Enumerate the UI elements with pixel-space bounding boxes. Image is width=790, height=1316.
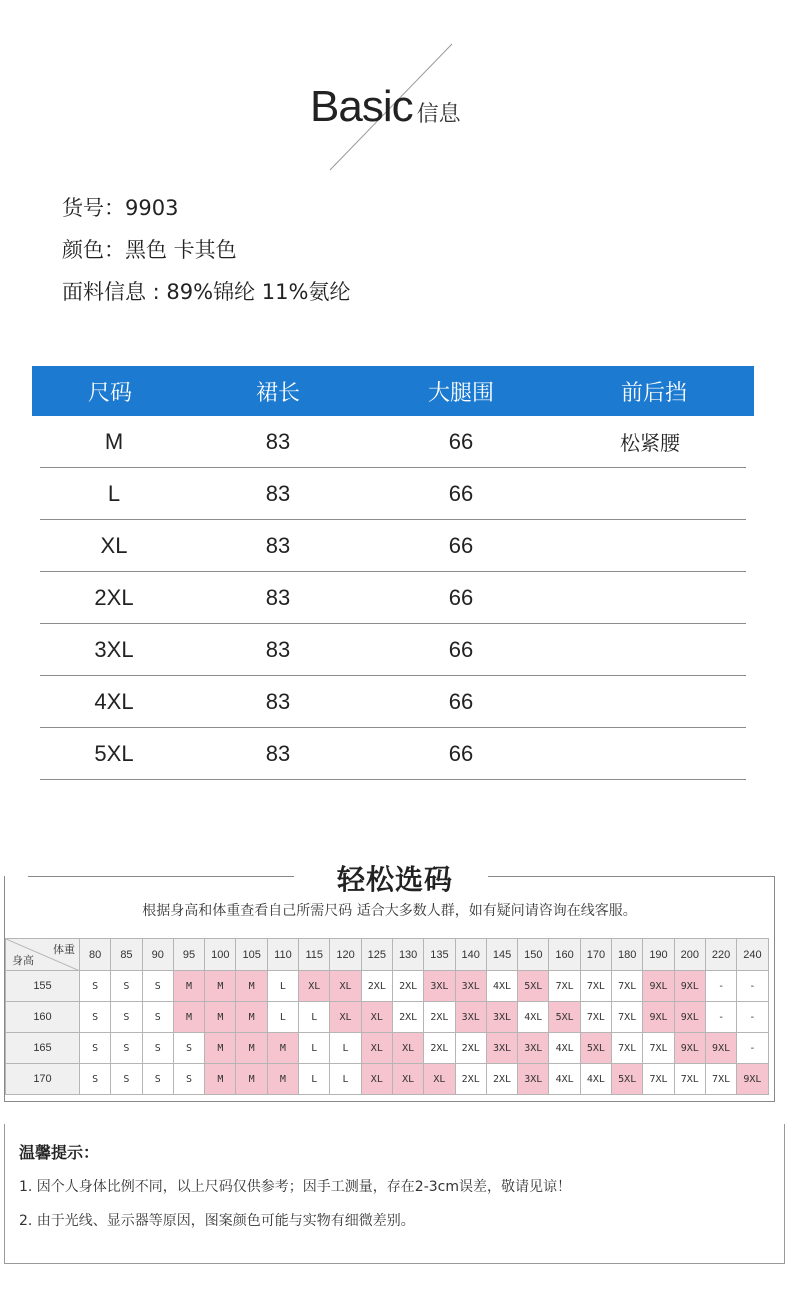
size-cell: S [80,1064,111,1095]
size-cell: 2XL [424,1033,455,1064]
size-cell: M [173,971,204,1002]
weight-header-cell: 190 [643,939,674,971]
size-cell: 5XL [549,1002,580,1033]
size-cell: M [267,1064,298,1095]
size-cell: 9XL [705,1033,736,1064]
size-cell: 9XL [737,1064,768,1095]
cell-thigh: 66 [448,636,474,662]
cell-thigh: 66 [448,428,474,454]
easy-pick-box [4,876,775,1102]
size-cell: L [330,1064,361,1095]
table-row [40,572,746,624]
size-cell: 7XL [580,971,611,1002]
size-cell: 4XL [549,1033,580,1064]
size-cell: 3XL [518,1064,549,1095]
weight-header-cell: 125 [361,939,392,971]
title-english: Basic [310,82,413,131]
size-cell: S [111,1064,142,1095]
size-cell: 2XL [392,1002,423,1033]
size-cell: S [111,1002,142,1033]
size-cell: S [111,1033,142,1064]
cell-skirt-length: 83 [265,480,291,506]
size-cell: 2XL [361,971,392,1002]
size-cell: XL [330,1002,361,1033]
weight-header-cell: 95 [173,939,204,971]
size-cell: S [142,1002,173,1033]
size-cell: 3XL [424,971,455,1002]
size-cell: 4XL [580,1064,611,1095]
size-table-body [32,416,754,780]
size-cell: 7XL [643,1033,674,1064]
table-row [40,468,746,520]
grid-corner [6,939,80,971]
size-cell: 7XL [674,1064,705,1095]
size-cell: 9XL [643,1002,674,1033]
weight-header-cell: 145 [486,939,517,971]
tip-item: 1. 因个人身体比例不同，以上尺码仅供参考；因手工测量，存在2-3cm误差，敬请见谅！ [19,1179,572,1195]
page-header [0,40,790,175]
size-cell: XL [361,1002,392,1033]
cell-skirt-length: 83 [265,584,291,610]
size-cell: - [705,971,736,1002]
grid-header-row [6,939,769,971]
tip-item: 2. 由于光线、显示器等原因，图案颜色可能与实物有细微差别。 [19,1213,415,1229]
size-cell: 5XL [612,1064,643,1095]
table-row [40,416,746,468]
cell-skirt-length: 83 [265,636,291,662]
cell-rise: 松紧腰 [620,431,680,455]
size-cell: 9XL [674,1033,705,1064]
size-cell: 4XL [549,1064,580,1095]
height-cell: 170 [6,1064,80,1095]
size-cell: XL [361,1064,392,1095]
height-cell: 160 [6,1002,80,1033]
corner-height-label: 身高 [12,955,34,967]
size-cell: M [236,971,267,1002]
size-cell: 7XL [612,1033,643,1064]
header-skirt-length: 裙长 [255,380,300,406]
size-cell: S [80,971,111,1002]
tips-box [4,1124,785,1264]
size-cell: 2XL [392,971,423,1002]
size-cell: XL [392,1064,423,1095]
size-cell: XL [330,971,361,1002]
size-cell: L [267,971,298,1002]
size-table [32,366,754,780]
cell-skirt-length: 83 [265,428,291,454]
weight-header-cell: 170 [580,939,611,971]
cell-thigh: 66 [448,584,474,610]
size-cell: S [142,1064,173,1095]
size-cell: 3XL [486,1002,517,1033]
size-cell: M [205,1033,236,1064]
size-cell: 7XL [580,1002,611,1033]
size-cell: - [737,1002,768,1033]
grid-row [6,1064,769,1095]
easy-pick-subtitle: 根据身高和体重查看自己所需尺码 适合大多数人群，如有疑问请咨询在线客服。 [142,903,637,919]
cell-skirt-length: 83 [265,532,291,558]
weight-header-cell: 240 [737,939,768,971]
info-item-number: 货号：9903 [62,196,179,220]
size-cell: - [705,1002,736,1033]
size-cell: L [299,1033,330,1064]
page-title [310,82,461,132]
size-cell: S [111,971,142,1002]
size-cell: 9XL [674,1002,705,1033]
size-cell: 5XL [518,971,549,1002]
header-rise: 前后挡 [620,380,687,406]
size-cell: 3XL [455,971,486,1002]
cell-thigh: 66 [448,480,474,506]
cell-skirt-length: 83 [265,740,291,766]
size-cell: 5XL [580,1033,611,1064]
size-cell: 9XL [674,971,705,1002]
size-cell: 2XL [455,1033,486,1064]
size-cell: 4XL [518,1002,549,1033]
size-cell: XL [392,1033,423,1064]
size-cell: L [330,1033,361,1064]
header-size: 尺码 [87,380,132,406]
weight-header-cell: 100 [205,939,236,971]
weight-header-cell: 160 [549,939,580,971]
table-row [40,624,746,676]
weight-header-cell: 220 [705,939,736,971]
size-cell: M [267,1033,298,1064]
weight-header-cell: 135 [424,939,455,971]
size-cell: L [267,1002,298,1033]
size-cell: S [142,971,173,1002]
weight-header-cell: 90 [142,939,173,971]
size-cell: 2XL [486,1064,517,1095]
grid-row [6,971,769,1002]
size-cell: M [236,1033,267,1064]
cell-thigh: 66 [448,532,474,558]
product-info [62,192,350,318]
cell-thigh: 66 [448,740,474,766]
table-row [40,728,746,780]
size-cell: S [80,1002,111,1033]
weight-header-cell: 115 [299,939,330,971]
size-cell: L [299,1064,330,1095]
weight-header-cell: 80 [80,939,111,971]
weight-header-cell: 120 [330,939,361,971]
size-cell: XL [424,1064,455,1095]
size-cell: 7XL [643,1064,674,1095]
weight-header-cell: 200 [674,939,705,971]
size-cell: - [737,971,768,1002]
size-table-header [32,366,754,416]
size-cell: 7XL [612,1002,643,1033]
weight-header-cell: 85 [111,939,142,971]
size-cell: 7XL [612,971,643,1002]
size-cell: M [205,971,236,1002]
size-cell: S [80,1033,111,1064]
size-cell: M [205,1064,236,1095]
size-pick-grid [5,938,769,1095]
weight-header-cell: 110 [267,939,298,971]
info-fabric: 面料信息 : 89%锦纶 11%氨纶 [62,280,351,304]
header-thigh: 大腿围 [427,380,494,406]
size-cell: L [299,1002,330,1033]
size-cell: 7XL [705,1064,736,1095]
corner-weight-label: 体重 [53,944,75,956]
easy-pick-title: 轻松选码 [336,863,453,896]
cell-size: 3XL [94,636,134,662]
size-cell: 4XL [486,971,517,1002]
size-cell: S [142,1033,173,1064]
cell-size: 5XL [94,740,134,766]
weight-header-cell: 150 [518,939,549,971]
weight-header-cell: 180 [612,939,643,971]
cell-size: 2XL [94,584,134,610]
size-cell: 9XL [643,971,674,1002]
size-cell: 2XL [424,1002,455,1033]
weight-header-cell: 105 [236,939,267,971]
cell-size: M [104,428,124,454]
cell-size: 4XL [94,688,134,714]
cell-skirt-length: 83 [265,688,291,714]
size-cell: S [173,1033,204,1064]
cell-size: L [107,480,121,506]
tips-heading: 温馨提示： [19,1143,100,1162]
cell-thigh: 66 [448,688,474,714]
cell-size: XL [100,532,128,558]
size-cell: 3XL [455,1002,486,1033]
size-cell: M [236,1002,267,1033]
size-cell: 3XL [518,1033,549,1064]
size-cell: M [173,1002,204,1033]
table-row [40,676,746,728]
table-row [40,520,746,572]
title-chinese: 信息 [416,102,461,127]
height-cell: 165 [6,1033,80,1064]
size-cell: 2XL [455,1064,486,1095]
height-cell: 155 [6,971,80,1002]
weight-header-cell: 140 [455,939,486,971]
size-cell: XL [361,1033,392,1064]
size-cell: - [737,1033,768,1064]
size-cell: M [236,1064,267,1095]
size-cell: XL [299,971,330,1002]
grid-row [6,1002,769,1033]
grid-row [6,1033,769,1064]
size-cell: S [173,1064,204,1095]
info-colors: 颜色：黑色 卡其色 [62,238,237,262]
size-cell: M [205,1002,236,1033]
size-cell: 3XL [486,1033,517,1064]
size-cell: 7XL [549,971,580,1002]
weight-header-cell: 130 [392,939,423,971]
